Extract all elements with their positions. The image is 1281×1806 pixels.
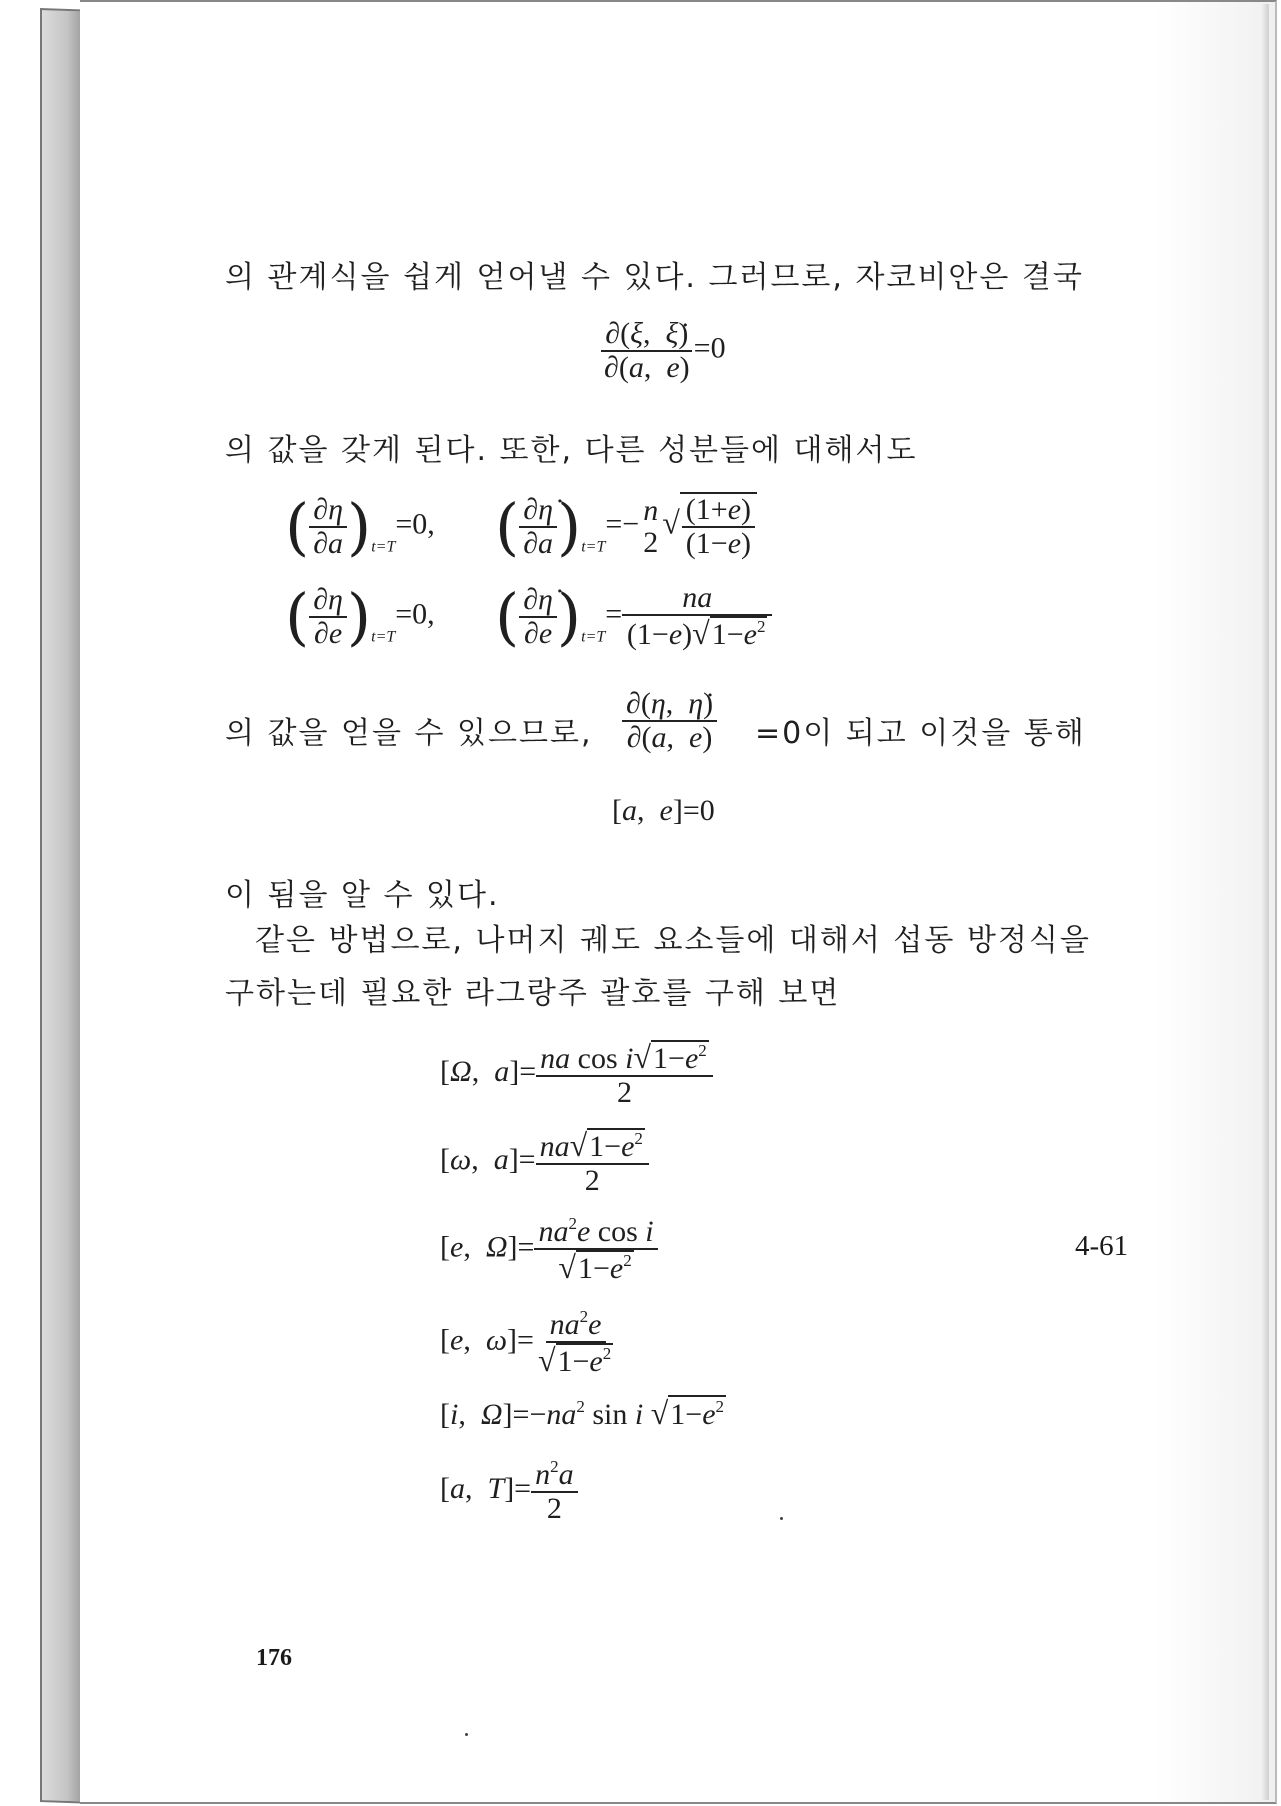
text-line-4: 이 됨을 알 수 있다. (225, 878, 500, 913)
equation-e-omega: [e, Ω]= $\frac{na^2e \cos i}{√1-e^2}$ (440, 1215, 658, 1284)
equation-d-etadot-da: ( $\frac{\partial\etȧ}{\partial a}$ )$_{t=T}=-$ n 2 √ $\frac{(1+e)}{(1-e)}$ (495, 490, 757, 563)
equation-d-eta-da: ( $\frac{\partial\eta}{\partial a}$ )$_{t=T}=0$, (285, 490, 435, 563)
text-line-5: 같은 방법으로, 나머지 궤도 요소들에 대해서 섭동 방정식을 (255, 923, 1091, 958)
page-number: 176 (256, 1645, 292, 1671)
equation-jacobian-eta: $\frac{\partial(\eta, \etȧ)}{\partial(a, e)}$ (622, 688, 717, 753)
speck (465, 1733, 468, 1736)
equation-d-eta-de: ( $\frac{\partial\eta}{\partial e}$ )$_{t=T}=0$, (285, 580, 435, 653)
equation-d-etadot-de: ( $\frac{\partial\etȧ}{\partial e}$ )$_{t=T}=$ $\frac{na}{(1-e)√1-e^2}$ (495, 580, 772, 653)
page-edge (1261, 4, 1269, 1800)
text-line-1: 의 관계식을 쉽게 얻어낼 수 있다. 그러므로, 자코비안은 결국 (225, 260, 1084, 295)
equation-i-omega: [i, $\Omega]=-na^2$ sin i $√1-e^2$ (440, 1395, 725, 1431)
equation-jacobian-xi: $\frac{\partial(\xi, \xi̇)}{\partial(a, e)}$ =0 (600, 318, 726, 383)
text-line-2: 의 값을 갖게 된다. 또한, 다른 성분들에 대해서도 (225, 433, 918, 468)
equation-e-w: [e, ω]= $\frac{na^2e}{√1-e^2}$ (440, 1307, 612, 1378)
equation-a-e: [a, e]=0 (612, 794, 715, 827)
equation-a-T: [a, T]= $\frac{n^2a}{2}$ (440, 1458, 578, 1524)
equation-w-a: [ω, a]= $\frac{na√1-e^2}{2}$ (440, 1128, 649, 1196)
speck (780, 1517, 783, 1520)
text-line-3b: =0이 되고 이것을 통해 (755, 716, 1086, 751)
text-line-6: 구하는데 필요한 라그랑주 괄호를 구해 보면 (225, 976, 841, 1011)
equation-omega-a: [Ω, a]= $\frac{na \cos i√1-e^2}{2}$ (440, 1040, 713, 1108)
text-line-3a: 의 값을 얻을 수 있으므로, (225, 716, 593, 751)
equation-number: 4-61 (1075, 1230, 1129, 1262)
